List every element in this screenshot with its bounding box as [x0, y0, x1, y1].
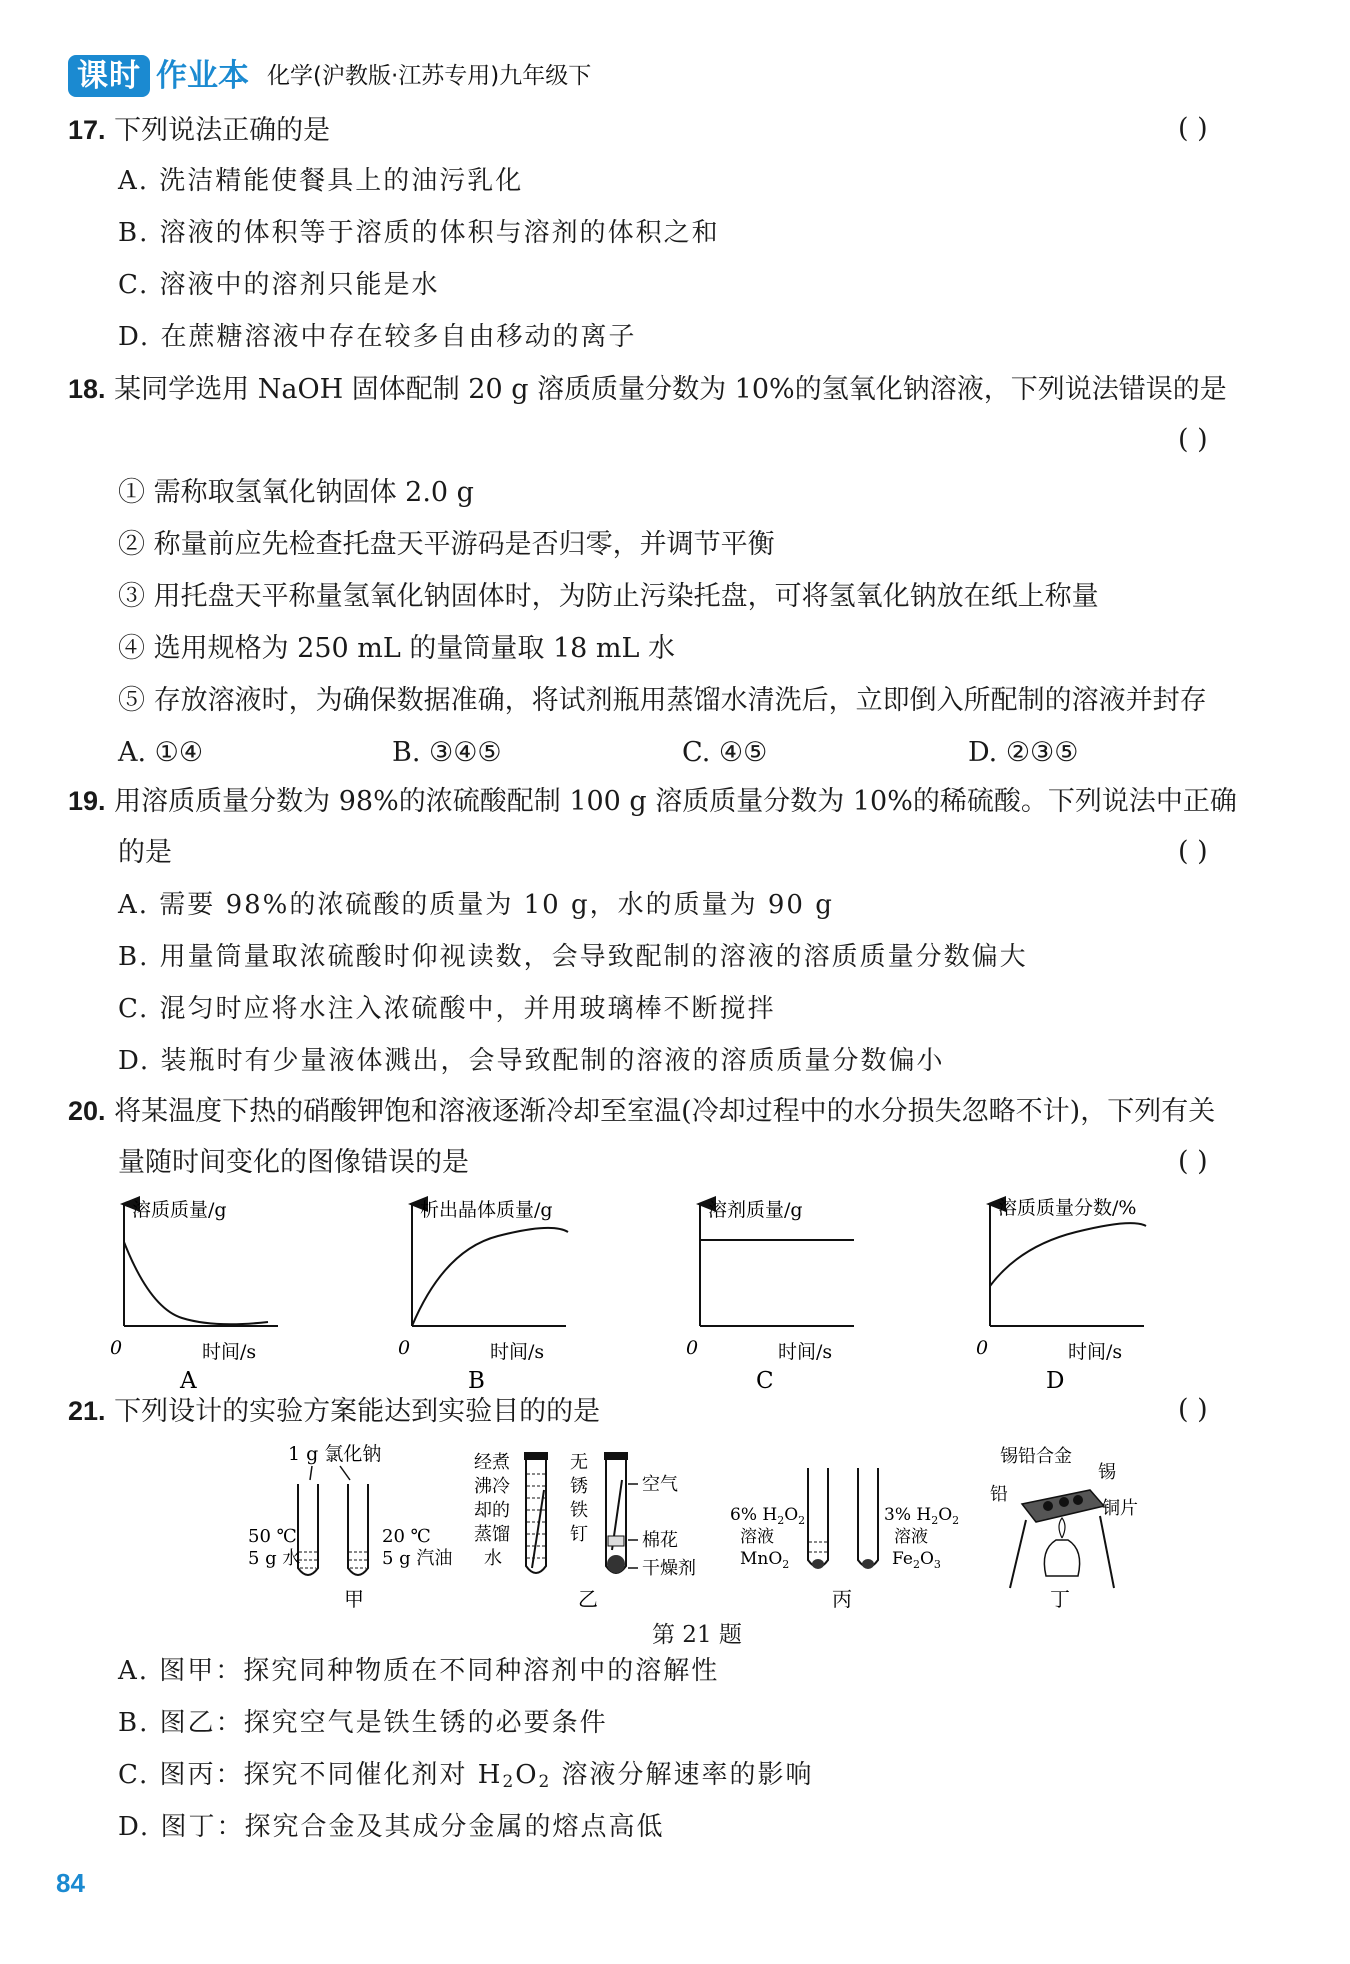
chart-a — [110, 1199, 278, 1392]
q19-number: 19. — [68, 786, 106, 816]
chart-b-xlabel: 时间/s — [490, 1341, 545, 1363]
logo-text: 作业本 — [156, 58, 249, 94]
q21-stem — [68, 1394, 600, 1429]
q18-option-a: A. ①④ — [118, 737, 204, 768]
chart-c-origin: 0 — [686, 1337, 699, 1359]
chart-c-letter: C — [756, 1368, 774, 1392]
q20-charts — [110, 1196, 1170, 1392]
q17-option-b: B. 溶液的体积等于溶质的体积与溶剂的体积之和 — [118, 218, 720, 248]
chart-c-xlabel: 时间/s — [778, 1341, 833, 1363]
q17-answer-paren: ( ) — [1178, 113, 1208, 144]
bing-right-concentration: 3% $H_2O_2$ — [884, 1505, 960, 1527]
bing-left-catalyst: MnO$_2$ — [740, 1549, 790, 1571]
q17-number: 17. — [68, 115, 106, 145]
ding-tin-label: 锡 — [1098, 1462, 1116, 1483]
yi-stopper-left — [524, 1452, 548, 1460]
page-number: 84 — [56, 1868, 85, 1898]
q20-stem-line1 — [68, 1094, 1215, 1129]
q17-option-d: D. 在蔗糖溶液中存在较多自由移动的离子 — [118, 322, 637, 352]
jia-right-solvent: 5 g 汽油 — [382, 1548, 453, 1569]
yi-nail-label-2: 锈 — [570, 1476, 588, 1497]
bing-right-catalyst: $Fe_2O_3$ — [892, 1549, 941, 1571]
chart-b-letter: B — [468, 1368, 485, 1392]
q21-figure-caption: 第 21 题 — [652, 1622, 742, 1648]
q18-option-c: C. ④⑤ — [682, 737, 768, 768]
chart-b — [398, 1199, 568, 1392]
figure-yi — [474, 1452, 696, 1611]
q21-option-c: C. 图丙：探究不同催化剂对 $H_2O_2$ 溶液分解速率的影响 — [118, 1760, 814, 1792]
q21-text: 下列设计的实验方案能达到实验目的的是 — [114, 1396, 601, 1427]
chart-d-xlabel: 时间/s — [1068, 1341, 1123, 1363]
header — [68, 55, 591, 99]
jia-salt-label: 1 g 氯化钠 — [288, 1443, 382, 1465]
chart-b-curve — [412, 1228, 568, 1326]
q18-number: 18. — [68, 374, 106, 404]
bing-label: 丙 — [832, 1587, 852, 1611]
q21-option-d: D. 图丁：探究合金及其成分金属的熔点高低 — [118, 1812, 665, 1842]
q18-option-b: B. ③④⑤ — [392, 737, 502, 768]
bing-left-solution: 溶液 — [740, 1527, 774, 1547]
q18-item-5: ⑤ 存放溶液时，为确保数据准确，将试剂瓶用蒸馏水清洗后，立即倒入所配制的溶液并封存 — [118, 685, 1207, 716]
ding-lamp — [1044, 1540, 1079, 1576]
yi-left-label-4: 蒸馏 — [474, 1524, 510, 1545]
chart-b-ylabel: 析出晶体质量/g — [420, 1199, 553, 1221]
q19-stem-line2: 的是 — [118, 837, 172, 868]
q21-option-a: A. 图甲：探究同种物质在不同种溶剂中的溶解性 — [118, 1656, 720, 1686]
yi-desiccant — [607, 1555, 625, 1573]
jia-label: 甲 — [344, 1587, 364, 1611]
q20-text: 将某温度下热的硝酸钾饱和溶液逐渐冷却至室温(冷却过程中的水分损失忽略不计)，下列有关 — [114, 1096, 1216, 1127]
jia-left-solvent: 5 g 水 — [248, 1548, 301, 1569]
yi-tube-left — [526, 1460, 546, 1573]
chart-a-ylabel: 溶质质量/g — [132, 1199, 227, 1221]
bing-right-solution: 溶液 — [894, 1527, 928, 1547]
q19-option-c: C. 混匀时应将水注入浓硫酸中，并用玻璃棒不断搅拌 — [118, 994, 776, 1024]
jia-left-temp: 50 ℃ — [248, 1526, 297, 1547]
q18-item-1: ① 需称取氢氧化钠固体 2.0 g — [118, 477, 474, 508]
chart-b-origin: 0 — [398, 1337, 411, 1359]
header-subtitle: 化学(沪教版·江苏专用)九年级下 — [267, 63, 592, 89]
q17-stem — [68, 113, 330, 148]
chart-d-origin: 0 — [976, 1337, 989, 1359]
bing-tube-right — [858, 1468, 878, 1567]
yi-left-label-5: 水 — [484, 1548, 502, 1569]
chart-d — [976, 1197, 1146, 1392]
q18-stem — [68, 372, 1227, 407]
q21-option-b: B. 图乙：探究空气是铁生锈的必要条件 — [118, 1708, 608, 1738]
figure-bing — [730, 1468, 959, 1611]
yi-stopper-right — [604, 1452, 628, 1460]
q21-figures — [240, 1440, 1020, 1640]
figure-jia — [248, 1443, 452, 1611]
q18-item-2: ② 称量前应先检查托盘天平游码是否归零，并调节平衡 — [118, 529, 775, 560]
q20-answer-paren: ( ) — [1178, 1146, 1208, 1177]
q21-number: 21. — [68, 1396, 106, 1426]
q19-text: 用溶质质量分数为 98%的浓硫酸配制 100 g 溶质质量分数为 10%的稀硫酸。下列说法中正确 — [114, 786, 1237, 817]
ding-lead-label: 铅 — [990, 1484, 1008, 1505]
chart-d-ylabel: 溶质质量分数/% — [998, 1197, 1137, 1219]
q19-option-b: B. 用量筒量取浓硫酸时仰视读数，会导致配制的溶液的溶质质量分数偏大 — [118, 942, 1028, 972]
q17-text: 下列说法正确的是 — [114, 115, 331, 146]
jia-right-temp: 20 ℃ — [382, 1526, 431, 1547]
bing-left-concentration: 6% $H_2O_2$ — [730, 1505, 806, 1527]
q18-item-4: ④ 选用规格为 250 mL 的量筒量取 18 mL 水 — [118, 633, 676, 664]
yi-desiccant-label: 干燥剂 — [642, 1558, 696, 1579]
chart-a-xlabel: 时间/s — [202, 1341, 257, 1363]
q18-option-d: D. ②③⑤ — [968, 737, 1079, 768]
q19-option-d: D. 装瓶时有少量液体溅出，会导致配制的溶液的溶质质量分数偏小 — [118, 1046, 945, 1076]
chart-a-origin: 0 — [110, 1337, 123, 1359]
chart-d-letter: D — [1046, 1368, 1065, 1392]
figure-ding — [990, 1440, 1170, 1610]
ding-label: 丁 — [1050, 1587, 1070, 1610]
q21-answer-paren: ( ) — [1178, 1394, 1208, 1425]
yi-nail-label-1: 无 — [570, 1452, 588, 1473]
yi-label: 乙 — [578, 1587, 598, 1611]
logo-badge: 课时 — [68, 55, 150, 97]
q17-option-c: C. 溶液中的溶剂只能是水 — [118, 270, 440, 300]
chart-c — [686, 1199, 854, 1392]
yi-left-label-2: 沸冷 — [474, 1476, 510, 1497]
chart-a-curve — [124, 1242, 268, 1324]
yi-nail-label-4: 钉 — [570, 1524, 588, 1545]
q20-stem-line2: 量随时间变化的图像错误的是 — [118, 1147, 469, 1178]
chart-d-curve — [990, 1223, 1146, 1286]
chart-a-letter: A — [180, 1368, 197, 1392]
jia-tube-right — [348, 1484, 368, 1575]
ding-alloy-label: 锡铅合金 — [1000, 1446, 1072, 1467]
q20-number: 20. — [68, 1096, 106, 1126]
q19-stem-line1 — [68, 784, 1237, 819]
yi-left-label-1: 经煮 — [474, 1452, 510, 1473]
q18-item-3: ③ 用托盘天平称量氢氧化钠固体时，为防止污染托盘，可将氢氧化钠放在纸上称量 — [118, 581, 1099, 612]
chart-c-ylabel: 溶剂质量/g — [708, 1199, 803, 1221]
jia-tube-left — [298, 1484, 318, 1575]
q19-option-a: A. 需要 98%的浓硫酸的质量为 10 g，水的质量为 90 g — [118, 890, 834, 920]
q19-answer-paren: ( ) — [1178, 836, 1208, 867]
yi-cotton-label: 棉花 — [642, 1530, 678, 1551]
yi-nail-label-3: 铁 — [570, 1500, 588, 1521]
ding-copper-label: 铜片 — [1102, 1498, 1138, 1519]
q18-answer-paren: ( ) — [1178, 424, 1208, 455]
q18-text: 某同学选用 NaOH 固体配制 20 g 溶质质量分数为 10%的氢氧化钠溶液，下列说法错误的是 — [114, 374, 1227, 405]
yi-left-label-3: 却的 — [474, 1500, 510, 1521]
yi-air-label: 空气 — [642, 1474, 678, 1495]
q17-option-a: A. 洗洁精能使餐具上的油污乳化 — [118, 166, 524, 196]
